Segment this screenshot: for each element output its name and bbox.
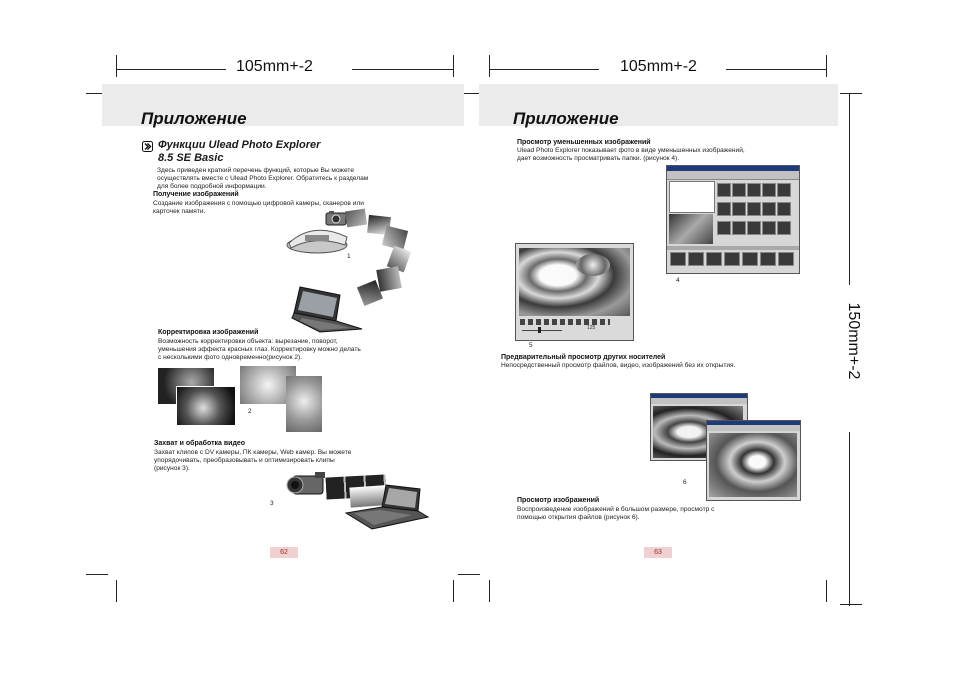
edit-text: с несколькими фото одновременно(рисунок 2).	[158, 354, 303, 361]
figure-4-label: 4	[676, 277, 680, 284]
preview-text: Непосредственный просмотр файлов, видео, изображений без их открытия.	[501, 362, 736, 369]
left-page-title: Приложение	[141, 109, 247, 128]
explorer-window-screenshot	[666, 165, 800, 274]
video-camera-icon	[285, 470, 329, 500]
crop-mark	[116, 580, 117, 602]
crop-mark	[116, 55, 117, 77]
crop-mark	[840, 604, 862, 605]
side-dimension-label: 150mm+-2	[845, 302, 862, 380]
right-page-title: Приложение	[513, 109, 619, 128]
edit-text: уменьшения эффекта красных глаз. Корректировку можно делать	[158, 346, 361, 353]
crop-mark	[489, 55, 490, 77]
crop-mark	[453, 55, 454, 77]
arc-photo	[345, 209, 367, 228]
section-arrow-icon	[142, 139, 153, 150]
crop-mark	[826, 55, 827, 77]
crop-mark	[458, 574, 480, 575]
intro-line: для более подробной информации.	[157, 183, 267, 190]
view-text: помощью открытия файлов (рисунок 6).	[517, 514, 640, 521]
thumbnails-heading: Просмотр уменьшенных изображений	[517, 139, 651, 146]
edit-heading: Корректировка изображений	[158, 329, 259, 336]
figure-5-label: 5	[529, 342, 533, 349]
camera-icon	[325, 210, 347, 226]
crop-mark	[840, 93, 862, 94]
thumbnails-text: Ulead Photo Explorer показывает фото в виде уменьшенных изображений,	[517, 147, 745, 154]
crop-mark	[86, 574, 108, 575]
dimension-line	[726, 69, 827, 70]
view-heading: Просмотр изображений	[517, 497, 600, 504]
view-text: Воспроизведение изображений в большом размере, просмотр с	[517, 506, 715, 513]
viewer-window-screenshot	[515, 243, 634, 341]
crop-mark	[489, 580, 490, 602]
crop-mark	[453, 580, 454, 602]
zoom-readout: 125	[587, 325, 596, 331]
right-dimension-label: 105mm+-2	[620, 58, 697, 75]
figure-3-label: 3	[270, 500, 274, 507]
dimension-line	[116, 69, 226, 70]
thumbnails-text: дает возможность просматривать папки. (рисунок 4).	[517, 155, 680, 162]
section-title-line2: 8.5 SE Basic	[158, 152, 224, 164]
dog-photo	[176, 386, 236, 426]
acquire-text: Создание изображения с помощью цифровой камеры, сканеров или	[153, 200, 364, 207]
figure-1-label: 1	[347, 253, 351, 260]
section-title-line1: Функции Ulead Photo Explorer	[158, 139, 321, 151]
laptop-icon	[290, 285, 365, 333]
video-text: Захват клипов с DV камеры, ПК камеры, Web камер. Вы можете	[154, 449, 352, 456]
arc-photo	[376, 266, 401, 291]
acquire-heading: Получение изображений	[153, 191, 239, 198]
video-text: (рисунок 3).	[154, 465, 190, 472]
preview-window-front	[706, 420, 801, 501]
intro-line: осуществлять вместе с Ulead Photo Explorer. Обратитесь к разделам	[157, 175, 369, 182]
left-dimension-label: 105mm+-2	[236, 58, 313, 75]
intro-line: Здесь приведен краткий перечень функций, которые Вы можете	[157, 167, 355, 174]
page-number-62: 62	[270, 547, 298, 558]
crop-mark	[826, 580, 827, 602]
figure-6-label: 6	[683, 479, 687, 486]
laptop-icon	[342, 483, 430, 531]
dimension-line	[489, 69, 599, 70]
side-dimension-line	[849, 93, 850, 285]
preview-heading: Предварительный просмотр других носителей	[501, 354, 666, 361]
edit-text: Возможность корректировки объекта: вырезание, поворот,	[158, 338, 338, 345]
video-heading: Захват и обработка видео	[154, 440, 246, 447]
page-number-63: 63	[644, 547, 672, 558]
dimension-line	[352, 69, 454, 70]
side-dimension-line	[849, 432, 850, 606]
acquire-text: карточек памяти.	[153, 208, 206, 215]
video-text: упорядочивать, преобразовывать и оптимизировать клипы	[154, 457, 335, 464]
dog-photo	[286, 376, 322, 432]
figure-2-label: 2	[248, 408, 252, 415]
